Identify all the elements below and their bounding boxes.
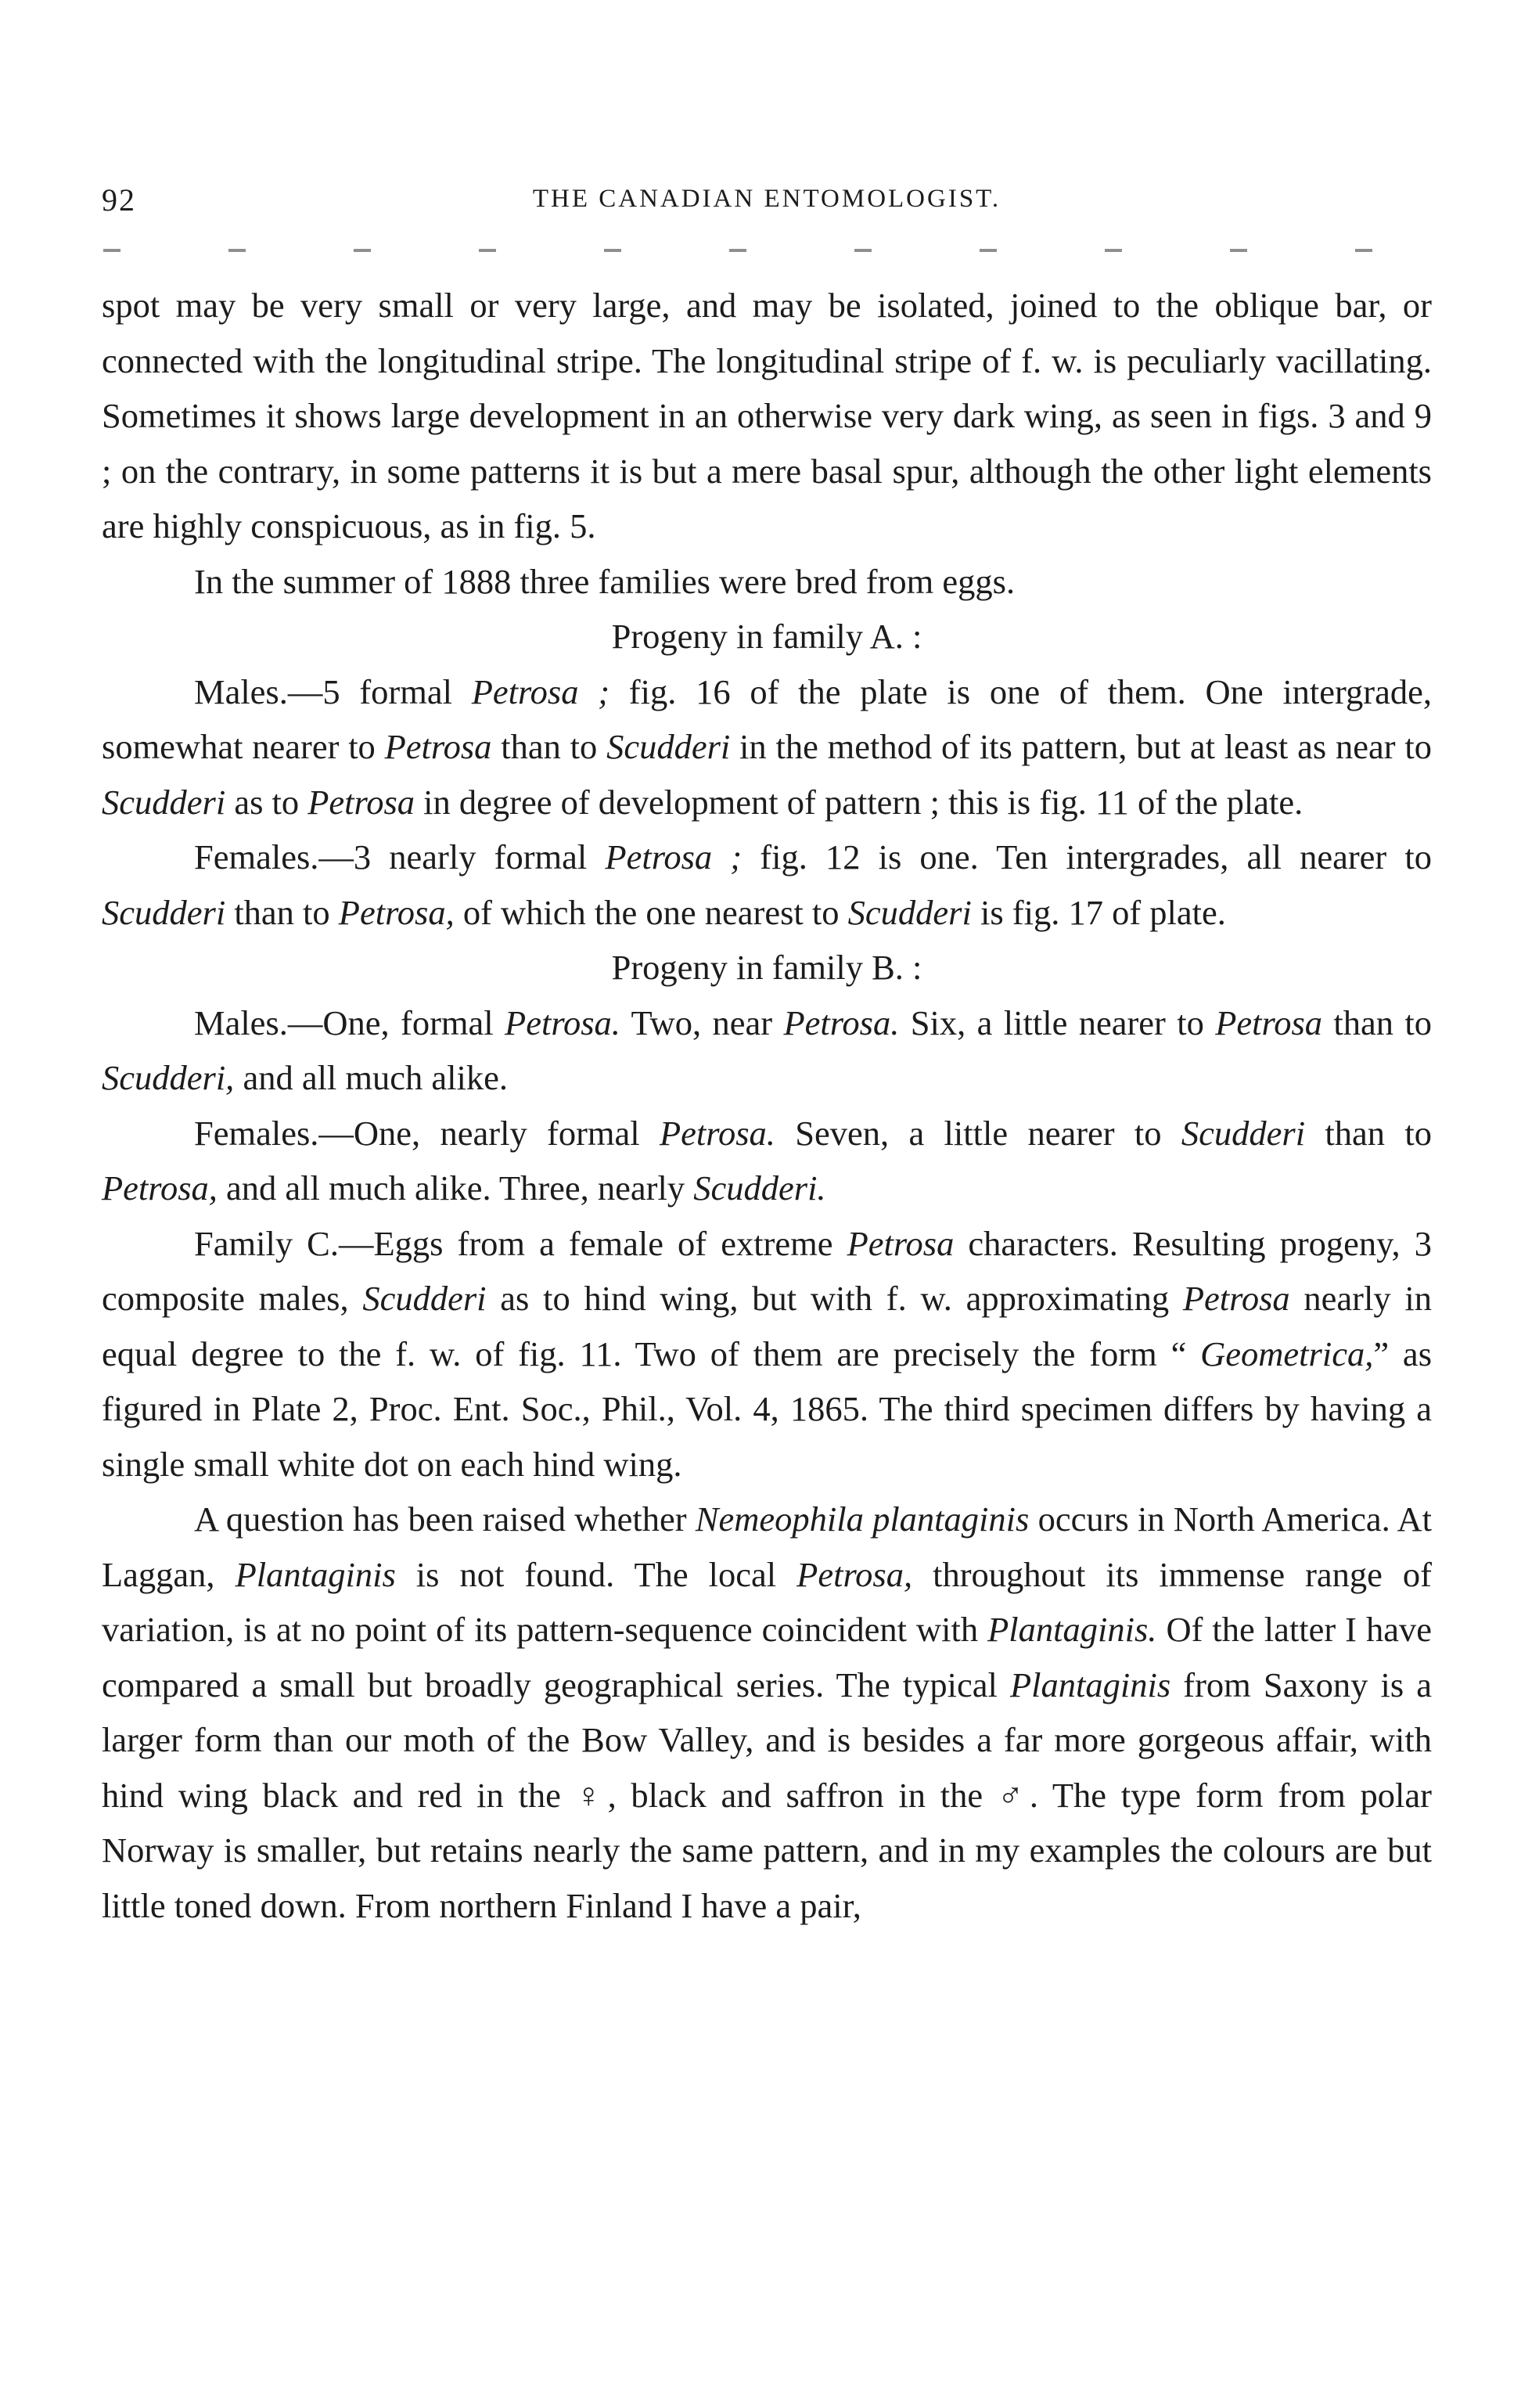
text-run: Males.—5 formal	[194, 671, 472, 711]
text-run: fig. 12 is one. Ten intergrades, all nearer to	[742, 837, 1432, 876]
paragraph	[102, 554, 1432, 610]
text-run: Females.—3 nearly formal	[194, 837, 606, 876]
italic-run: Petrosa,	[102, 1168, 218, 1208]
text-run: of which the one nearest to	[454, 892, 848, 932]
text-run: characters. Resulting progeny, 3 composite males,	[102, 1223, 1432, 1318]
text-run: throughout its immense range of variation, is at no point of its pattern-sequence coincident with	[102, 1554, 1432, 1649]
text-run: than to	[1305, 1113, 1432, 1153]
paragraph	[102, 664, 1432, 830]
italic-run: Scudderi	[606, 727, 731, 766]
italic-run: Petrosa ;	[605, 837, 743, 876]
italic-run: Nemeophila plantaginis	[695, 1499, 1030, 1539]
italic-run: Petrosa.	[783, 1002, 900, 1042]
text-run: is fig. 17 of plate.	[971, 892, 1226, 932]
text-run: Progeny in family A. :	[611, 617, 922, 656]
italic-run: Plantaginis.	[987, 1610, 1157, 1649]
text-run: and all much alike.	[234, 1058, 509, 1097]
text-run: In the summer of 1888 three families were bred from eggs.	[194, 561, 1016, 601]
italic-run: Scudderi	[102, 892, 226, 932]
body-text	[102, 278, 1432, 1933]
text-run: in degree of development of pattern ; this is fig. 11 of the plate.	[415, 782, 1303, 822]
section-heading	[102, 609, 1432, 664]
text-run: Seven, a little nearer to	[775, 1113, 1181, 1153]
text-run: spot may be very small or very large, and may be isolated, joined to the oblique bar, or connected with the longitudinal stripe. The longitudinal stripe of f. w. is peculiarly vacillating. Sometimes it shows large development in an otherwise very dark wing, as seen in figs. 3 and 9 ; on the contrary, in some patterns it is but a mere basal spur, although the other light elements are highly conspicuous, as in fig. 5.	[102, 286, 1432, 545]
italic-run: Petrosa,	[796, 1554, 913, 1594]
text-run: as to	[225, 782, 308, 822]
italic-run: Petrosa	[384, 727, 492, 766]
text-run: Progeny in family B. :	[611, 948, 922, 987]
text-run: A question has been raised whether	[194, 1499, 696, 1539]
text-run: Family C.—Eggs from a female of extreme	[194, 1223, 847, 1263]
italic-run: Scudderi.	[693, 1168, 826, 1208]
text-run: from Saxony is a larger form than our moth of the Bow Valley, and is besides a far more gorgeous affair, with hind wing black and red in the ♀, black and saffron in the ♂. The type form from polar Norway is smaller, but retains nearly the same pattern, and in my examples the colours are but little toned down. From northern Finland I have a pair,	[102, 1665, 1432, 1925]
text-run: is not found. The local	[395, 1554, 797, 1594]
italic-run: Plantaginis	[1009, 1665, 1171, 1704]
italic-run: Petrosa ;	[471, 671, 610, 711]
italic-run: Scudderi	[362, 1279, 487, 1318]
italic-run: Petrosa	[847, 1223, 955, 1263]
running-title: THE CANADIAN ENTOMOLOGIST.	[532, 185, 1001, 213]
italic-run: Scudderi,	[102, 1058, 235, 1097]
italic-run: Petrosa.	[505, 1002, 620, 1042]
text-run: ” as figured in Plate 2, Proc. Ent. Soc., Phil., Vol. 4, 1865. The third specimen differs by having a single small white dot on each hind wing.	[102, 1334, 1433, 1484]
paragraph	[102, 830, 1432, 940]
text-run: than to	[1322, 1002, 1433, 1042]
text-run: than to	[491, 727, 607, 766]
header-rule	[103, 249, 1433, 252]
italic-run: Petrosa	[307, 782, 415, 822]
text-run: fig. 16 of the plate is one of them. One intergrade, somewhat nearer to	[102, 671, 1433, 766]
italic-run: Scudderi	[847, 892, 972, 932]
italic-run: Plantaginis	[235, 1554, 396, 1594]
text-run: and all much alike. Three, nearly	[217, 1168, 694, 1208]
italic-run: Scudderi	[102, 782, 226, 822]
section-heading	[102, 940, 1432, 995]
text-run: occurs in North America. At Laggan,	[102, 1499, 1432, 1594]
text-run: Of the latter I have compared a small but broadly geographical series. The typical	[102, 1610, 1432, 1704]
text-run: Two, near	[620, 1002, 784, 1042]
italic-run: Petrosa	[1215, 1002, 1323, 1042]
italic-run: Petrosa,	[338, 892, 455, 932]
page-number: 92	[102, 182, 136, 218]
paragraph	[102, 1106, 1432, 1216]
text-run: than to	[225, 892, 339, 932]
italic-run: Petrosa	[1182, 1279, 1290, 1318]
italic-run: Geometrica,	[1200, 1334, 1374, 1373]
text-run: in the method of its pattern, but at least as near to	[730, 727, 1432, 766]
italic-run: Scudderi	[1181, 1113, 1306, 1153]
text-run: Six, a little nearer to	[899, 1002, 1216, 1042]
text-run: Females.—One, nearly formal	[194, 1113, 660, 1153]
italic-run: Petrosa.	[660, 1113, 775, 1153]
page-header	[102, 182, 1432, 221]
paragraph	[102, 1216, 1432, 1492]
text-run: as to hind wing, but with f. w. approximating	[486, 1279, 1183, 1318]
paragraph	[102, 1492, 1432, 1933]
paragraph	[102, 995, 1432, 1106]
text-run: Males.—One, formal	[194, 1002, 505, 1042]
paragraph	[102, 278, 1432, 554]
text-run: nearly in equal degree to the f. w. of fig. 11. Two of them are precisely the form “	[102, 1279, 1432, 1373]
